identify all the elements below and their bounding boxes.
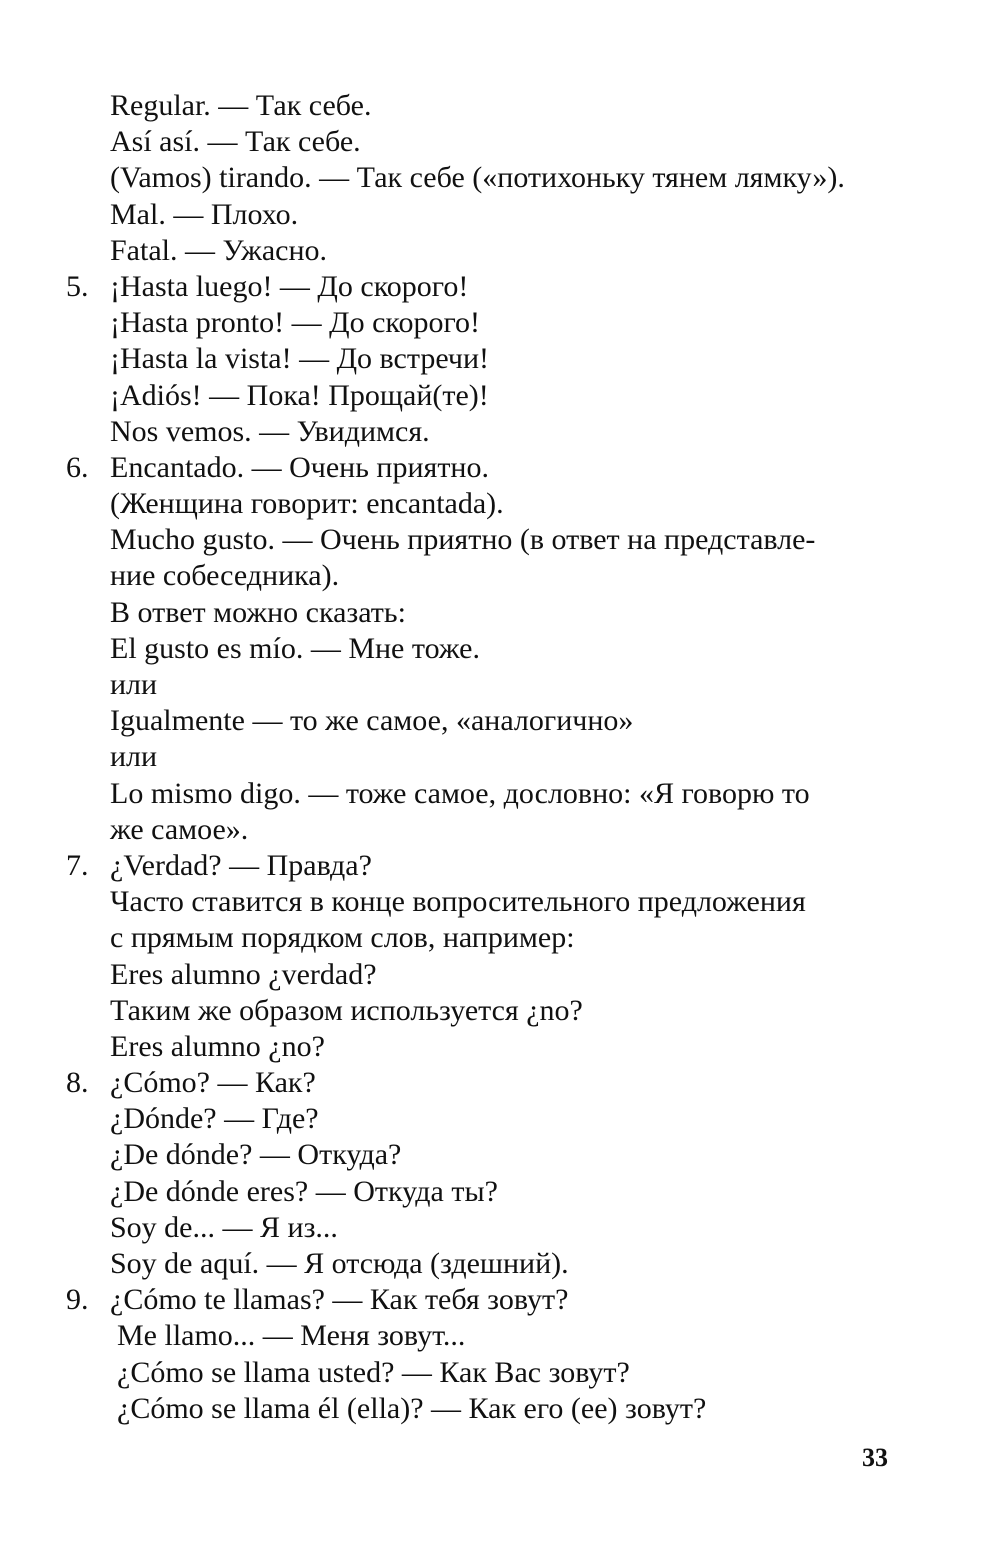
text-line: [66, 631, 906, 667]
item-number: 6.: [66, 450, 89, 484]
text-line: [66, 269, 906, 305]
text-line: [66, 993, 906, 1029]
line-text: Часто ставится в конце вопросительного предложения: [110, 885, 806, 919]
line-text: или: [110, 740, 158, 774]
line-text: Regular. — Так себе.: [110, 89, 372, 122]
page-number: 33: [862, 1443, 888, 1472]
text-line: [66, 1065, 906, 1101]
line-text: ¿De dónde eres? — Откуда ты?: [110, 1174, 498, 1208]
line-text: ¿De dónde? — Откуда?: [110, 1138, 402, 1172]
text-line: [66, 739, 906, 775]
text-line: [66, 1246, 906, 1282]
line-text: ¿Cómo se llama él (ella)? — Как его (ее) зовут?: [117, 1391, 707, 1425]
line-text: ¡Adiós! — Пока! Прощай(те)!: [110, 378, 489, 412]
text-line: [66, 1210, 906, 1246]
line-text: ¿Dónde? — Где?: [110, 1102, 319, 1136]
line-text: или: [110, 668, 158, 701]
line-text: же самое».: [110, 812, 249, 846]
line-text: Fatal. — Ужасно.: [110, 233, 328, 267]
text-line: [66, 1101, 906, 1137]
text-line: [66, 378, 906, 414]
text-line: [66, 233, 906, 269]
line-text: ¿Cómo se llama usted? — Как Вас зовут?: [117, 1355, 630, 1389]
text-line: [66, 920, 906, 956]
line-text: Eres alumno ¿verdad?: [110, 957, 377, 991]
item-number: 7.: [66, 848, 89, 882]
line-text: Lo mismo digo. — тоже самое, дословно: «Я говорю то: [110, 776, 810, 810]
line-text: Nos vemos. — Увидимся.: [110, 414, 430, 448]
line-text: Así así. — Так себе.: [110, 125, 361, 159]
line-text: Eres alumno ¿no?: [110, 1029, 325, 1063]
line-text: ¿Cómo te llamas? — Как тебя зовут?: [110, 1283, 569, 1317]
item-number: 8.: [66, 1066, 89, 1100]
line-text: Soy de... — Я из...: [110, 1210, 338, 1244]
line-text: ¡Hasta pronto! — До скорого!: [110, 306, 480, 340]
text-line: [66, 848, 906, 884]
line-text: (Vamos) tirando. — Так себе («потихоньку тянем лямку»).: [110, 161, 845, 195]
line-text: В ответ можно сказать:: [110, 595, 406, 629]
line-text: Igualmente — то же самое, «аналогично»: [110, 704, 634, 738]
text-line: [66, 1174, 906, 1210]
text-line: [66, 341, 906, 377]
text-line: [66, 595, 906, 631]
line-text: Таким же образом используется ¿no?: [110, 993, 583, 1027]
text-line: [66, 197, 906, 233]
line-text: Me llamo... — Меня зовут...: [117, 1319, 466, 1353]
text-body: [66, 88, 906, 1427]
text-line: [66, 1391, 906, 1427]
item-number: 9.: [66, 1283, 89, 1317]
line-text: с прямым порядком слов, например:: [110, 921, 575, 955]
line-text: ние собеседника).: [110, 559, 340, 593]
line-text: Encantado. — Очень приятно.: [110, 450, 489, 484]
item-number: 5.: [66, 269, 89, 303]
text-line: [66, 776, 906, 812]
line-text: ¡Hasta la vista! — До встречи!: [110, 342, 490, 376]
text-line: [66, 558, 906, 594]
text-line: [66, 667, 906, 703]
text-line: [66, 1355, 906, 1391]
text-line: [66, 1029, 906, 1065]
text-line: [66, 124, 906, 160]
text-line: [66, 884, 906, 920]
line-text: ¿Verdad? — Правда?: [110, 848, 372, 882]
line-text: (Женщина говорит: encantada).: [110, 487, 504, 521]
text-line: [66, 812, 906, 848]
text-line: [66, 305, 906, 341]
text-line: [66, 522, 906, 558]
line-text: El gusto es mío. — Мне тоже.: [110, 631, 480, 665]
text-line: [66, 1318, 906, 1354]
text-line: [66, 88, 906, 124]
line-text: ¿Cómo? — Как?: [110, 1066, 316, 1100]
text-line: [66, 486, 906, 522]
text-line: [66, 1282, 906, 1318]
text-line: [66, 703, 906, 739]
text-line: [66, 1137, 906, 1173]
text-line: [66, 160, 906, 196]
text-line: [66, 414, 906, 450]
line-text: Mucho gusto. — Очень приятно (в ответ на представле-: [110, 523, 816, 557]
text-line: [66, 450, 906, 486]
line-text: ¡Hasta luego! — До скорого!: [110, 269, 469, 303]
line-text: Soy de aquí. — Я отсюда (здешний).: [110, 1247, 569, 1280]
line-text: Mal. — Плохо.: [110, 197, 299, 231]
text-line: [66, 957, 906, 993]
